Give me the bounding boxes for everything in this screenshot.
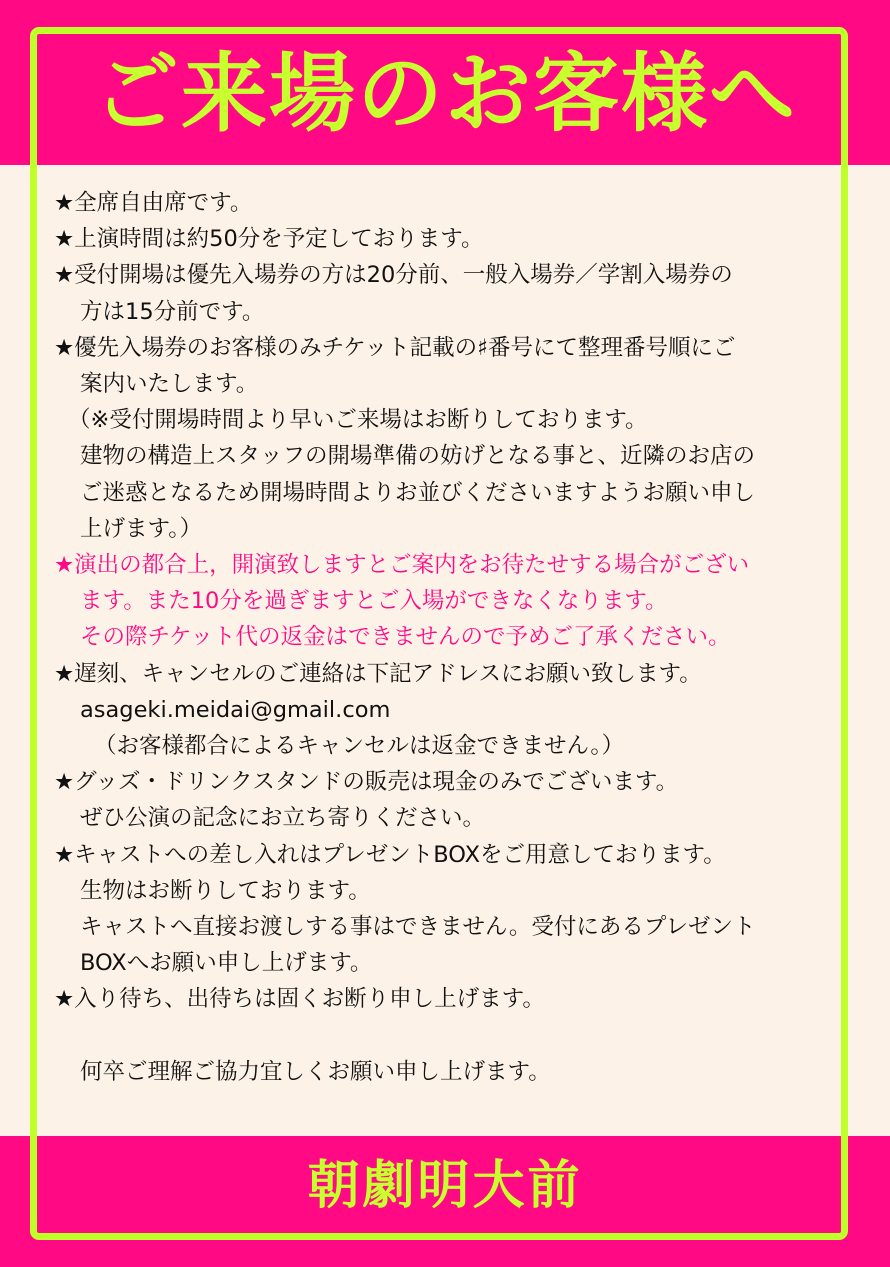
notice-line: ★入り待ち、出待ちは固くお断り申し上げます。	[54, 986, 545, 1013]
notice-line: 生物はお断りしております。	[80, 877, 371, 904]
organizer-name: 朝劇明大前	[307, 1156, 583, 1216]
notice-line: ★遅刻、キャンセルのご連絡は下記アドレスにお願い致します。	[54, 660, 702, 687]
notice-line-highlight: ます。また10分を過ぎますとご入場ができなくなります。	[80, 588, 668, 615]
notice-line-highlight: その際チケット代の返金はできませんので予めご了承ください。	[80, 624, 731, 651]
notice-line: キャストへ直接お渡しする事はできません。受付にあるプレゼント	[80, 914, 756, 941]
notice-line: ご迷惑となるため開場時間よりお並びくださいますようお願い申し	[80, 479, 756, 506]
notice-line: 方は15分前です。	[80, 298, 265, 325]
notice-line: ★全席自由席です。	[54, 190, 253, 216]
notice-line-highlight: ★演出の都合上，開演致しますとご案内をお待たせする場合がござい	[54, 552, 750, 579]
notice-line: ★優先入場券のお客様のみチケット記載の♯番号にて整理番号順にご	[54, 334, 736, 361]
notice-line: （※受付開場時間より早いご来場はお断りしております。	[68, 407, 648, 434]
closing-line: 何卒ご理解ご協力宜しくお願い申し上げます。	[80, 1058, 551, 1085]
notice-line: ★グッズ・ドリンクスタンドの販売は現金のみでございます。	[54, 769, 679, 796]
notice-line: 案内いたします。	[80, 371, 259, 398]
notice-line: （お客様都合によるキャンセルは返金できません。）	[94, 733, 625, 760]
notice-line: BOXへお願い申し上げます。	[80, 950, 373, 977]
notice-line: 建物の構造上スタッフの開場準備の妨げとなる事と、近隣のお店の	[80, 443, 756, 470]
contact-email[interactable]: asageki.meidai@gmail.com	[80, 696, 391, 723]
notice-body	[54, 185, 844, 1090]
notice-line: ぜひ公演の記念にお立ち寄りください。	[80, 805, 486, 832]
notice-line: ★キャストへの差し入れはプレゼントBOXをご用意しております。	[54, 841, 726, 868]
notice-line: 上げます。）	[80, 515, 202, 542]
page-title: ご来場のお客様へ	[93, 44, 797, 144]
notice-line: ★上演時間は約50分を予定しております。	[54, 226, 484, 253]
notice-line: ★受付開場は優先入場券の方は20分前、一般入場券／学割入場券の	[54, 262, 733, 289]
spacer	[54, 1018, 844, 1054]
